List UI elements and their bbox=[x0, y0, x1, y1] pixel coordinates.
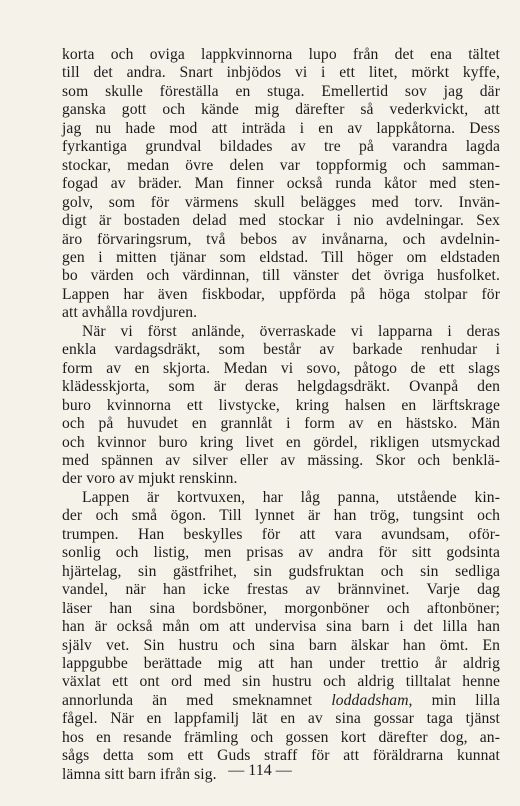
text-line: till det andra. Snart inbjödos vi i ett litet, mörkt kyffe, bbox=[62, 64, 500, 82]
text-line: När vi först anlände, överraskade vi lapparna i deras bbox=[82, 322, 500, 340]
text-line: växlat ett ont ord med sin hustru och aldrig tilltalat henne bbox=[62, 673, 500, 691]
text-line: gen i mitten tjänar som eldstad. Till höger om eldstaden bbox=[62, 248, 500, 266]
text-line: fågel. När en lappfamilj lät en av sina gossar taga tjänst bbox=[62, 710, 500, 728]
text-segment: min lilla bbox=[431, 691, 501, 709]
text-line: sågs detta som ett Guds straff för att föräldrarna kunnat bbox=[62, 747, 500, 765]
text-line: att avhålla rovdjuren. bbox=[62, 304, 198, 322]
text-line: sonlig och listig, men prisas av andra för sitt godsinta bbox=[62, 544, 500, 562]
text-line: Lappen är kortvuxen, har låg panna, utstående kin- bbox=[82, 488, 500, 506]
text-line: enkla vardagsdräkt, som består av barkade renhudar i bbox=[62, 341, 500, 359]
text-line: hos en resande främling och gossen kort därefter dog, an- bbox=[62, 728, 500, 746]
text-line: med spännen av silver eller av mässing. Skor och benklä- bbox=[62, 451, 500, 469]
text-line: form av en skjorta. Medan vi sovo, påtogo de ett slags bbox=[62, 359, 500, 377]
text-segment: annorlunda än med smeknamnet bbox=[62, 691, 313, 709]
text-line: trumpen. Han beskylles för att vara avundsam, oför- bbox=[62, 525, 500, 543]
text-line: korta och oviga lappkvinnorna lupo från det ena tältet bbox=[62, 46, 500, 63]
text-line: der voro av mjukt renskinn. bbox=[62, 470, 238, 488]
text-line: digt är bostaden delad med stockar i nio avdelningar. Sex bbox=[62, 212, 500, 230]
text-line: och kvinnor buro kring livet en gördel, rikligen utsmyckad bbox=[62, 433, 500, 451]
italic-word: loddadsham, bbox=[331, 691, 413, 709]
text-line: läser han sina bordsböner, morgonböner och aftonböner; bbox=[62, 599, 500, 617]
text-line: ganska gott och kände mig därefter så vederkvickt, att bbox=[62, 101, 500, 119]
page-number: — 114 — bbox=[228, 762, 292, 779]
text-line: han är också mån om att undervisa sina barn i det lilla han bbox=[62, 618, 500, 636]
text-line: och på huvudet en grannlåt i form av en hästsko. Män bbox=[62, 415, 500, 433]
text-line: klädesskjorta, som är deras helgdagsdräkt. Ovanpå den bbox=[62, 378, 500, 396]
text-line: hjärtelag, sin gästfrihet, sin gudsfruktan och sin sedliga bbox=[62, 562, 500, 580]
body-text bbox=[62, 46, 500, 784]
text-line: buro kvinnorna ett livstycke, kring halsen en lärftskrage bbox=[62, 396, 500, 414]
text-line: bo värden och värdinnan, till vänster det övriga husfolket. bbox=[62, 267, 500, 285]
text-line: som skulle föreställa en stuga. Emellertid sov jag där bbox=[62, 82, 500, 100]
text-line: fogad av bräder. Man finner också runda kåtor med sten- bbox=[62, 175, 500, 193]
text-line: äro förvaringsrum, två bebos av invånarna, och avdelnin- bbox=[62, 230, 500, 248]
text-line: der och små ögon. Till lynnet är han trög, tungsint och bbox=[62, 507, 500, 525]
text-line: själv vet. Sin hustru och sina barn älskar han ömt. En bbox=[62, 636, 500, 654]
text-line: golv, som för värmens skull belägges med torv. Invän- bbox=[62, 193, 500, 211]
text-line: vandel, när han icke frestas av brännvinet. Varje dag bbox=[62, 581, 500, 599]
text-line: lappgubbe berättade mig att han under trettio år aldrig bbox=[62, 654, 500, 672]
text-line: Lappen har även fiskbodar, uppförda på höga stolpar för bbox=[62, 285, 500, 303]
text-line: fyrkantiga grundval bildades av tre på varandra lagda bbox=[62, 138, 500, 156]
text-line: jag nu hade mod att inträda i en av lappkåtorna. Dess bbox=[62, 119, 500, 137]
text-line: lämna sitt barn ifrån sig. bbox=[62, 765, 217, 783]
text-line-with-italic bbox=[62, 692, 500, 710]
text-line: stockar, medan övre delen var toppformig och samman- bbox=[62, 156, 500, 174]
